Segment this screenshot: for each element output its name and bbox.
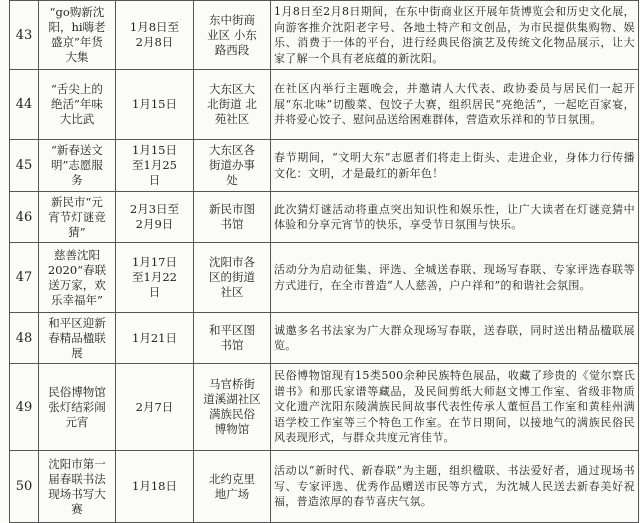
event-place: 东中街商 业区 小东 路西段 bbox=[194, 1, 271, 70]
row-number: 46 bbox=[10, 192, 39, 243]
table-row bbox=[10, 364, 639, 451]
table-row bbox=[10, 451, 639, 523]
row-number: 48 bbox=[10, 313, 39, 364]
event-date: 2月3日至 2月9日 bbox=[116, 192, 194, 243]
table-row bbox=[10, 140, 639, 192]
event-place: 北约克里 地广场 bbox=[194, 451, 271, 523]
event-place: 大东区各 街道办事 处 bbox=[194, 140, 271, 192]
table-row bbox=[10, 70, 639, 140]
event-name: “go购新沈 阳，hi嗨老 盛京”年货 大集 bbox=[39, 1, 116, 70]
event-description: 春节期间，“文明大东”志愿者们将走上街头、走进企业，身体力行传播文化：文明，才是最红的新年色！ bbox=[271, 140, 639, 192]
events-table bbox=[9, 0, 639, 523]
event-description: 诚邀多名书法家为广大群众现场写春联，送春联，同时送出精品楹联展览。 bbox=[271, 313, 639, 364]
event-date: 1月21日 bbox=[116, 313, 194, 364]
table-row bbox=[10, 243, 639, 313]
event-place: 和平区图 书馆 bbox=[194, 313, 271, 364]
event-description: 此次猜灯谜活动将重点突出知识性和娱乐性，让广大读者在灯谜竞猜中体验和分享元宵节的快乐，享受节日氛围与快乐。 bbox=[271, 192, 639, 243]
event-date: 1月18日 bbox=[116, 451, 194, 523]
event-date: 1月8日至 2月8日 bbox=[116, 1, 194, 70]
table-row bbox=[10, 1, 639, 70]
row-number: 44 bbox=[10, 70, 39, 140]
event-name: 沈阳市第一 届春联书法 现场书写大 赛 bbox=[39, 451, 116, 523]
row-number: 43 bbox=[10, 1, 39, 70]
event-place: 沈阳市各 区的街道 社区 bbox=[194, 243, 271, 313]
row-number: 50 bbox=[10, 451, 39, 523]
event-place: 新民市图 书馆 bbox=[194, 192, 271, 243]
row-number: 45 bbox=[10, 140, 39, 192]
event-name: 慈善沈阳 2020“春联 送万家，欢 乐幸福年” bbox=[39, 243, 116, 313]
event-place: 大东区大 北街道 北 苑社区 bbox=[194, 70, 271, 140]
event-place: 马官桥街 道溪湖社区 满族民俗 博物馆 bbox=[194, 364, 271, 451]
row-number: 47 bbox=[10, 243, 39, 313]
event-name: “新春送文 明”志愿服 务 bbox=[39, 140, 116, 192]
table-row bbox=[10, 192, 639, 243]
event-description: 在社区内举行主题晚会，并邀请人大代表、政协委员与居民们一起开展“东北味”切酸菜、包饺子大赛，组织居民“亮绝活”，一起吃百家宴，并将爱心饺子、慰问品送给困难群体，营造欢乐祥和的节日氛围。 bbox=[271, 70, 639, 140]
event-description: 活动分为启动征集、评选、全城送春联、现场写春联、专家评选春联等方式进行，在全市普造“人人慈善，户户祥和”的和谐社会氛围。 bbox=[271, 243, 639, 313]
event-name: 民俗博物馆 张灯结彩闹 元宵 bbox=[39, 364, 116, 451]
event-description: 民俗博物馆现有15类500余种民族特色展品，收藏了珍贵的《觉尔察氏谱书》和那氏家谱等藏品，及民间剪纸大师赵文博工作室、省级非物质文化遗产沈阳东陵满族民间故事代表性传承人董恒昌工作室和黄桂州满语学校工作室等三个特色工作室。在节日期间，以接地气的满族民俗民风表现形式，与群众共度元宵佳节。 bbox=[271, 364, 639, 451]
event-description: 1月8日至2月8日期间，在东中街商业区开展年货博览会和历史文化展，向游客推介沈阳老字号、各地土特产和文创品，为市民提供集购物、娱乐、消费于一体的平台，进行经典民俗演艺及传统文化物品展示，让大家了解一个具有老底蕴的新沈阳。 bbox=[271, 1, 639, 70]
event-description: 活动以“新时代、新春联”为主题，组织楹联、书法爱好者，通过现场书写、专家评选、优秀作品赠送市民等方式，为沈城人民送去新春美好祝福，普造浓厚的春节喜庆气氛。 bbox=[271, 451, 639, 523]
event-date: 1月15日 bbox=[116, 70, 194, 140]
event-date: 1月15日 至1月25 日 bbox=[116, 140, 194, 192]
event-name: 新民市“元 宵节灯谜竞 猜” bbox=[39, 192, 116, 243]
row-number: 49 bbox=[10, 364, 39, 451]
event-date: 2月7日 bbox=[116, 364, 194, 451]
table-row bbox=[10, 313, 639, 364]
event-name: 和平区迎新 春精品楹联 展 bbox=[39, 313, 116, 364]
event-name: “舌尖上的 绝活”年味 大比武 bbox=[39, 70, 116, 140]
event-date: 1月17日 至1月22 日 bbox=[116, 243, 194, 313]
